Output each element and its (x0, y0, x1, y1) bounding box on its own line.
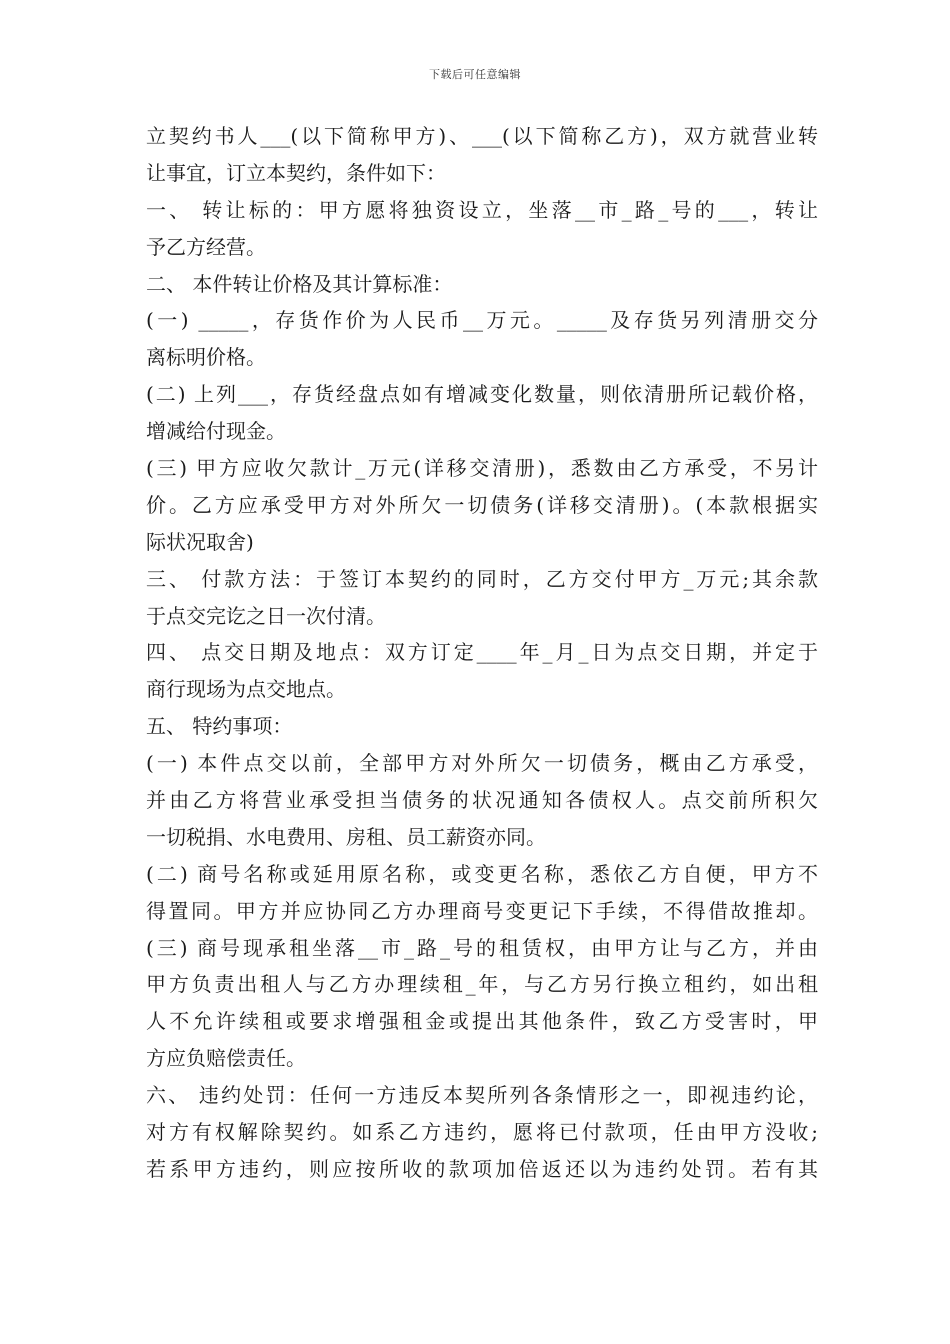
document-line: 于点交完讫之日一次付清。 (146, 603, 386, 628)
document-line: 一切税捐、水电费用、房租、员工薪资亦同。 (146, 824, 546, 849)
document-line: (二) 商号名称或延用原名称，或变更名称，悉依乙方自便，甲方不 (146, 861, 818, 886)
document-body (146, 118, 818, 1188)
document-line: (三) 甲方应收欠款计_万元(详移交清册)，悉数由乙方承受，不另计 (146, 456, 818, 481)
document-line: 离标明价格。 (146, 345, 266, 370)
document-line: 价。乙方应承受甲方对外所欠一切债务(详移交清册)。(本款根据实 (146, 492, 818, 517)
document-line: 二、 本件转让价格及其计算标准： (146, 271, 453, 296)
document-line: 际状况取舍) (146, 529, 254, 554)
document-line: 方应负赔偿责任。 (146, 1046, 306, 1071)
document-line: 五、 特约事项： (146, 714, 293, 739)
document-line: 甲方负责出租人与乙方办理续租_年，与乙方另行换立租约，如出租 (146, 972, 818, 997)
document-line: (一) 本件点交以前，全部甲方对外所欠一切债务，概由乙方承受， (146, 751, 818, 776)
document-line: 一、 转让标的：甲方愿将独资设立，坐落__市_路_号的___，转让 (146, 197, 818, 222)
document-line: 增减给付现金。 (146, 419, 286, 444)
document-line: (一) _____，存货作价为人民币__万元。_____及存货另列清册交分 (146, 308, 818, 333)
document-line: 让事宜，订立本契约，条件如下： (146, 160, 446, 185)
document-line: 予乙方经营。 (146, 234, 266, 259)
document-line: 人不允许续租或要求增强租金或提出其他条件，致乙方受害时，甲 (146, 1009, 818, 1034)
document-line: 商行现场为点交地点。 (146, 677, 346, 702)
document-line: (三) 商号现承租坐落__市_路_号的租赁权，由甲方让与乙方，并由 (146, 935, 818, 960)
document-line: (二) 上列___，存货经盘点如有增减变化数量，则依清册所记载价格， (146, 382, 818, 407)
document-line: 对方有权解除契约。如系乙方违约，愿将已付款项，任由甲方没收; (146, 1120, 818, 1145)
document-line: 若系甲方违约，则应按所收的款项加倍返还以为违约处罚。若有其 (146, 1156, 818, 1181)
document-line: 三、 付款方法：于签订本契约的同时，乙方交付甲方_万元;其余款 (146, 566, 818, 591)
document-line: 得置同。甲方并应协同乙方办理商号变更记下手续，不得借故推却。 (146, 898, 818, 923)
page-header: 下载后可任意编辑 (429, 68, 521, 81)
document-line: 立契约书人___(以下简称甲方)、___(以下简称乙方)，双方就营业转 (146, 124, 818, 148)
document-line: 并由乙方将营业承受担当债务的状况通知各债权人。点交前所积欠 (146, 788, 818, 813)
document-line: 四、 点交日期及地点：双方订定____年_月_日为点交日期，并定于 (146, 640, 818, 665)
document-line: 六、 违约处罚：任何一方违反本契所列各条情形之一，即视违约论， (146, 1083, 818, 1108)
